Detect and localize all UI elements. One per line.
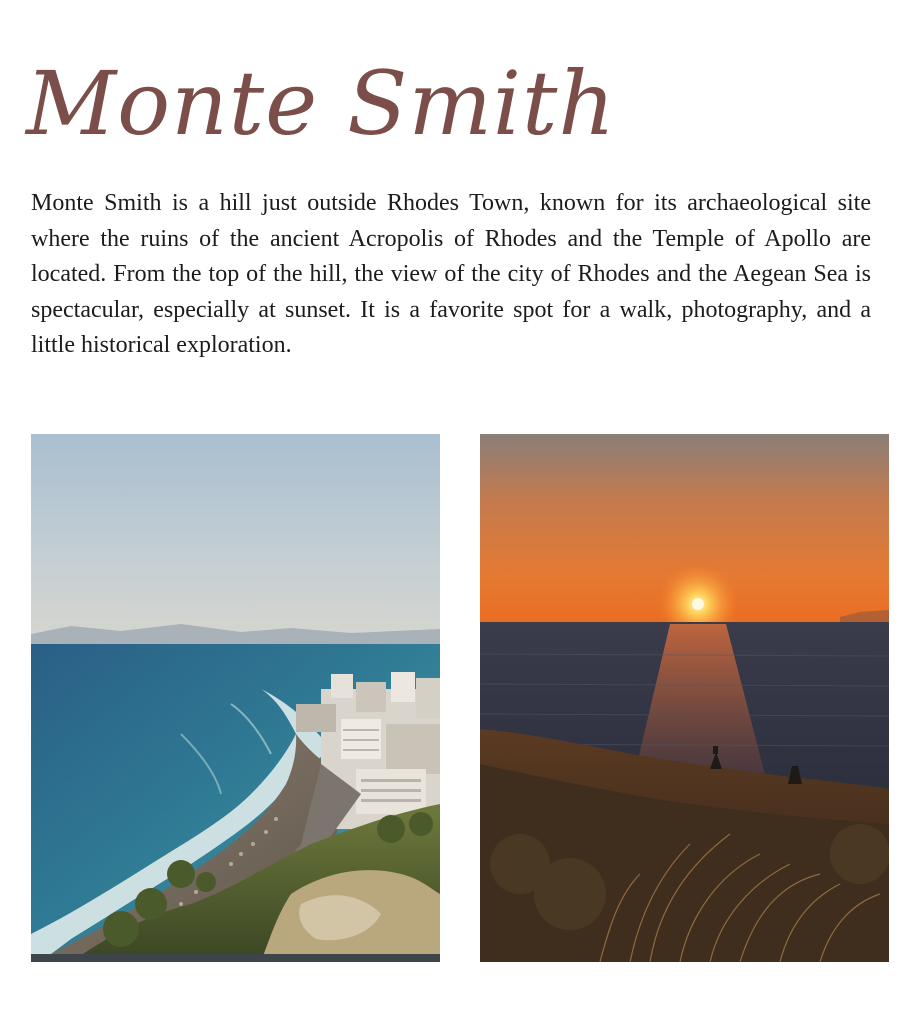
sunset-photo (480, 434, 889, 962)
description-paragraph: Monte Smith is a hill just outside Rhodes Town, known for its archaeological site where the ruins of the ancient Acropolis of Rhodes and the Temple of Apollo are located. From the top of the hill, the view of the city of Rhodes and the Aegean Sea is spectacular, especially at sunset. It is a favorite spot for a walk, photography, and a little historical exploration. (31, 190, 871, 359)
coastline-photo (31, 434, 440, 962)
page-title: Monte Smith (26, 52, 617, 155)
